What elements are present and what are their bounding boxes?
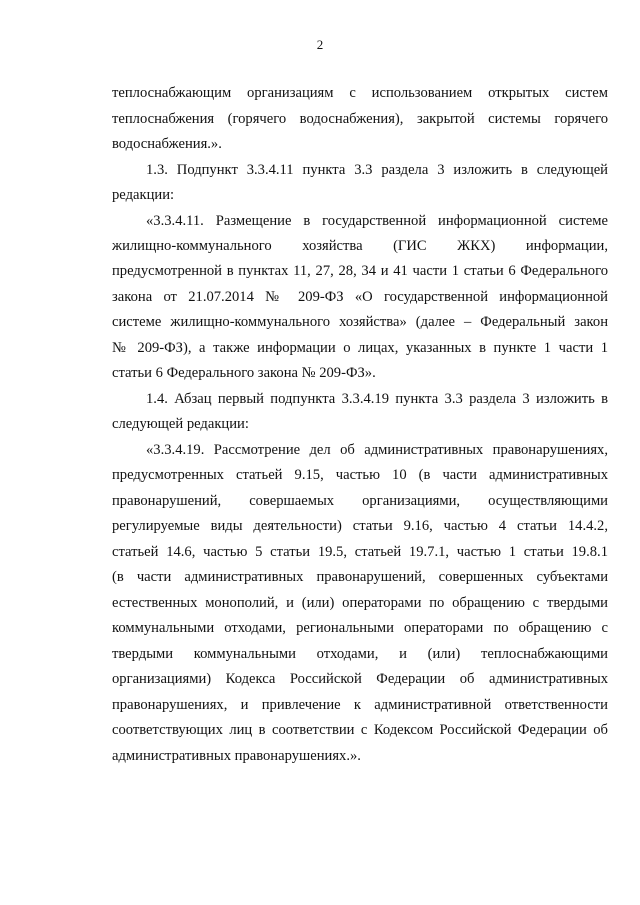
text-line: редакции:	[112, 187, 175, 203]
text-line: 1.4. Абзац первый подпункта 3.3.4.19 пункта 3.3 раздела 3 изложить в	[146, 391, 608, 407]
text-line: административных правонарушениях.».	[112, 748, 361, 764]
text-line: предусмотренных статьей 9.15, частью 10 (в части административных	[112, 467, 608, 483]
text-line: теплоснабжающим организациям с использованием открытых систем	[112, 85, 608, 101]
text-line: организациями) Кодекса Российской Федерации об административных	[112, 671, 608, 687]
text-line: твердыми коммунальными отходами, и (или) теплоснабжающими	[112, 646, 608, 662]
text-line: жилищно-коммунального хозяйства (ГИС ЖКХ) информации,	[112, 238, 608, 254]
text-line: закона от 21.07.2014 № 209-ФЗ «О государственной информационной	[112, 289, 608, 305]
text-line: коммунальными отходами, региональными операторами по обращению с	[112, 620, 608, 636]
page-number: 2	[316, 37, 324, 52]
text-line: «3.3.4.19. Рассмотрение дел об административных правонарушениях,	[146, 442, 608, 458]
text-line: предусмотренной в пунктах 11, 27, 28, 34 и 41 части 1 статьи 6 Федерального	[112, 263, 608, 279]
text-line: «3.3.4.11. Размещение в государственной информационной системе	[146, 213, 608, 229]
text-line: системе жилищно-коммунального хозяйства» (далее – Федеральный закон	[112, 314, 608, 330]
text-line: естественных монополий, и (или) операторами по обращению с твердыми	[112, 595, 608, 611]
text-line: статьей 14.6, частью 5 статьи 19.5, статьей 19.7.1, частью 1 статьи 19.8.1	[112, 544, 608, 560]
text-line: регулируемые виды деятельности) статьи 9.16, частью 4 статьи 14.4.2,	[112, 518, 608, 534]
text-line: № 209-ФЗ), а также информации о лицах, указанных в пункте 1 части 1	[112, 340, 608, 356]
text-line: статьи 6 Федерального закона № 209-ФЗ».	[112, 365, 376, 381]
text-line: (в части административных правонарушений, совершенных субъектами	[112, 569, 608, 585]
text-line: водоснабжения.».	[112, 136, 222, 152]
text-line: соответствующих лиц в соответствии с Кодексом Российской Федерации об	[112, 722, 608, 738]
text-line: 1.3. Подпункт 3.3.4.11 пункта 3.3 раздела 3 изложить в следующей	[146, 162, 608, 178]
text-line: следующей редакции:	[112, 416, 249, 432]
text-line: правонарушений, совершаемых организациями, осуществляющими	[112, 493, 608, 509]
text-line: теплоснабжения (горячего водоснабжения), закрытой системы горячего	[112, 111, 608, 127]
text-line: правонарушениях, и привлечение к административной ответственности	[112, 697, 608, 713]
